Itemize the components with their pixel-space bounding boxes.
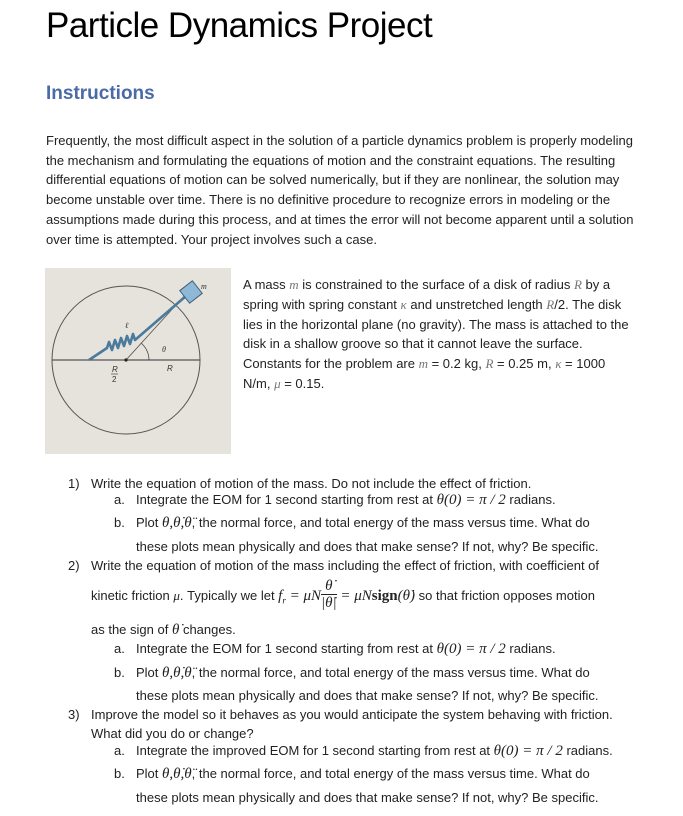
- section-heading-instructions: Instructions: [46, 83, 155, 104]
- question-1a: a. Integrate the EOM for 1 second starting from rest at θ(0) = π / 2 radians.: [114, 492, 556, 508]
- question-number: 1): [68, 476, 80, 491]
- page-title: Particle Dynamics Project: [46, 6, 433, 45]
- question-3-line2: What did you do or change?: [91, 726, 254, 741]
- question-3a: a. Integrate the improved EOM for 1 second starting from rest at θ(0) = π / 2 radians.: [114, 743, 613, 759]
- question-2a: a. Integrate the EOM for 1 second starting from rest at θ(0) = π / 2 radians.: [114, 641, 556, 657]
- angle-arc: [141, 343, 149, 360]
- friction-fraction: $\frac{\thetȧ}{|\thetȧ|}$: [321, 578, 337, 611]
- question-1b-line2: these plots mean physically and does that make sense? If not, why? Be specific.: [136, 539, 599, 554]
- spring-label: ℓ: [125, 321, 129, 330]
- question-3b: b. Plot θ,θ̇,θ̈, the normal force, and total energy of the mass versus time. What do: [114, 766, 590, 782]
- angle-label: θ: [162, 345, 166, 354]
- question-text: Improve the model so it behaves as you would anticipate the system behaving with friction.: [91, 707, 613, 722]
- question-2-line3: as the sign of θ̇ changes.: [91, 622, 236, 638]
- question-1b: b. Plot θ,θ̇,θ̈, the normal force, and total energy of the mass versus time. What do: [114, 515, 590, 531]
- question-text: Write the equation of motion of the mass including the effect of friction, with coefficient of: [91, 558, 600, 573]
- question-number: 3): [68, 707, 80, 722]
- question-2-formula-line: kinetic friction μ. Typically we let $f_r = \mu N$ $\frac{\thetȧ}{|\thetȧ|}$ = μNsign(θ̇) so that friction opposes motion: [91, 578, 595, 611]
- disk-spring-mass-diagram: [45, 268, 231, 454]
- question-2: [68, 558, 600, 573]
- question-2b: b. Plot θ,θ̇,θ̈, the normal force, and total energy of the mass versus time. What do: [114, 665, 590, 681]
- question-1: [68, 476, 532, 491]
- disk-diagram-figure: [45, 268, 231, 454]
- question-2b-line2: these plots mean physically and does that make sense? If not, why? Be specific.: [136, 688, 599, 703]
- half-radius-denominator: 2: [112, 375, 117, 384]
- question-3: [68, 707, 613, 722]
- center-point: [124, 358, 127, 361]
- question-text: Write the equation of motion of the mass. Do not include the effect of friction.: [91, 476, 532, 491]
- intro-paragraph: Frequently, the most difficult aspect in the solution of a particle dynamics problem is properly modeling the mechanism and formulating the equations of motion and the constraint equations. The resulting differential equations of motion can be solved numerically, but if they are nonlinear, the solution may become unstable over time. There is no definitive procedure to recognize errors in modeling or the assumptions made during this process, and at times the error will not become apparent until a solution over time is attempted. Your project involves such a case.: [46, 133, 634, 247]
- question-number: 2): [68, 558, 80, 573]
- question-3b-line2: these plots mean physically and does that make sense? If not, why? Be specific.: [136, 790, 599, 805]
- spring: [89, 296, 186, 360]
- mass-label: m: [201, 282, 207, 291]
- problem-description: A mass m is constrained to the surface of a disk of radius R by a spring with spring constant κ and unstretched length R/2. The disk lies in the horizontal plane (no gravity). The mass is attached to the disk in a shallow groove so that it cannot leave the surface. Constants for the problem are m = 0.2 kg, R = 0.25 m, κ = 1000 N/m, μ = 0.15.: [243, 277, 629, 391]
- half-radius-numerator: R: [112, 365, 118, 374]
- radius-label: R: [167, 364, 173, 373]
